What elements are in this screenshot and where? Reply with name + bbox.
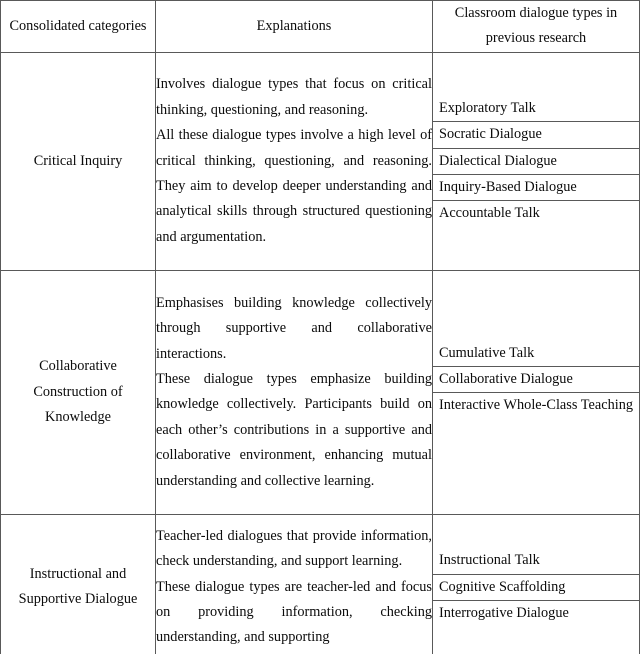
category-cell-collaborative-construction bbox=[1, 270, 156, 514]
header-explanations bbox=[156, 1, 433, 53]
dialogue-type-label: Instructional Talk bbox=[433, 548, 639, 574]
category-label: Collaborative Construction of Knowledge bbox=[33, 358, 123, 426]
dialogue-types-cell-collaborative-construction bbox=[433, 270, 640, 514]
dialogue-type-label: Interrogative Dialogue bbox=[439, 605, 569, 622]
dialogue-type-label: Inquiry-Based Dialogue bbox=[433, 175, 639, 201]
explanation-paragraph: Emphasises building knowledge collectively through supportive and collaborative interactions. bbox=[156, 294, 432, 362]
dialogue-types-list bbox=[433, 96, 639, 227]
list-item bbox=[433, 341, 639, 367]
table-row bbox=[1, 270, 640, 514]
header-consolidated-categories-label: Consolidated categories bbox=[9, 17, 147, 34]
category-cell-critical-inquiry bbox=[1, 52, 156, 270]
dialogue-type-label: Exploratory Talk bbox=[433, 96, 639, 122]
explanation-paragraph: Teacher-led dialogues that provide information, check understanding, and support learning. bbox=[156, 527, 432, 570]
header-explanations-label: Explanations bbox=[256, 17, 332, 34]
list-item bbox=[433, 601, 639, 627]
header-consolidated-categories bbox=[1, 1, 156, 53]
category-cell-instructional-supportive bbox=[1, 514, 156, 654]
list-item bbox=[433, 148, 639, 174]
explanation-cell-collaborative-construction bbox=[156, 270, 433, 514]
list-item bbox=[433, 393, 639, 444]
dialogue-type-cell-interactive-whole-class bbox=[433, 393, 639, 444]
dialogue-types-cell-critical-inquiry bbox=[433, 52, 640, 270]
table-header-row bbox=[1, 1, 640, 53]
dialogue-type-label: Cumulative Talk bbox=[433, 341, 639, 367]
category-label: Critical Inquiry bbox=[33, 152, 123, 169]
header-classroom-dialogue-types bbox=[433, 1, 640, 53]
dialogue-types-list bbox=[433, 341, 639, 445]
list-item bbox=[433, 574, 639, 600]
list-item bbox=[433, 548, 639, 574]
list-item bbox=[433, 96, 639, 122]
list-item bbox=[433, 366, 639, 392]
dialogue-type-label: Accountable Talk bbox=[439, 205, 540, 222]
explanation-cell-critical-inquiry bbox=[156, 52, 433, 270]
explanation-paragraph: Involves dialogue types that focus on critical thinking, questioning, and reasoning. bbox=[156, 76, 432, 118]
explanation-cell-instructional-supportive bbox=[156, 514, 433, 654]
dialogue-type-label: Dialectical Dialogue bbox=[433, 148, 639, 174]
dialogue-type-label: Socratic Dialogue bbox=[433, 122, 639, 148]
list-item bbox=[433, 122, 639, 148]
explanation-paragraph: These dialogue types emphasize building knowledge collectively. Participants build on each other’s contributions in a supportive and collaborative environment, enhancing mutual understanding and collective learning. bbox=[156, 370, 432, 489]
dialogue-types-cell-instructional-supportive bbox=[433, 514, 640, 654]
header-classroom-dialogue-types-label: Classroom dialogue types in previous research bbox=[454, 5, 618, 47]
dialogue-type-label: Interactive Whole-Class Teaching bbox=[439, 397, 633, 414]
table-row bbox=[1, 52, 640, 270]
list-item bbox=[433, 201, 639, 227]
dialogue-type-label: Collaborative Dialogue bbox=[433, 366, 639, 392]
explanation-paragraph: These dialogue types are teacher-led and focus on providing information, checking understanding, and supporting bbox=[156, 578, 432, 646]
explanation-paragraph: All these dialogue types involve a high level of critical thinking, questioning, and reasoning. They aim to develop deeper understanding and analytical skills through structured questioning and argumentation. bbox=[156, 127, 432, 245]
dialogue-types-list bbox=[433, 548, 639, 626]
list-item bbox=[433, 175, 639, 201]
dialogue-type-label: Cognitive Scaffolding bbox=[433, 574, 639, 600]
category-label: Instructional and Supportive Dialogue bbox=[18, 565, 138, 608]
table-row bbox=[1, 514, 640, 654]
